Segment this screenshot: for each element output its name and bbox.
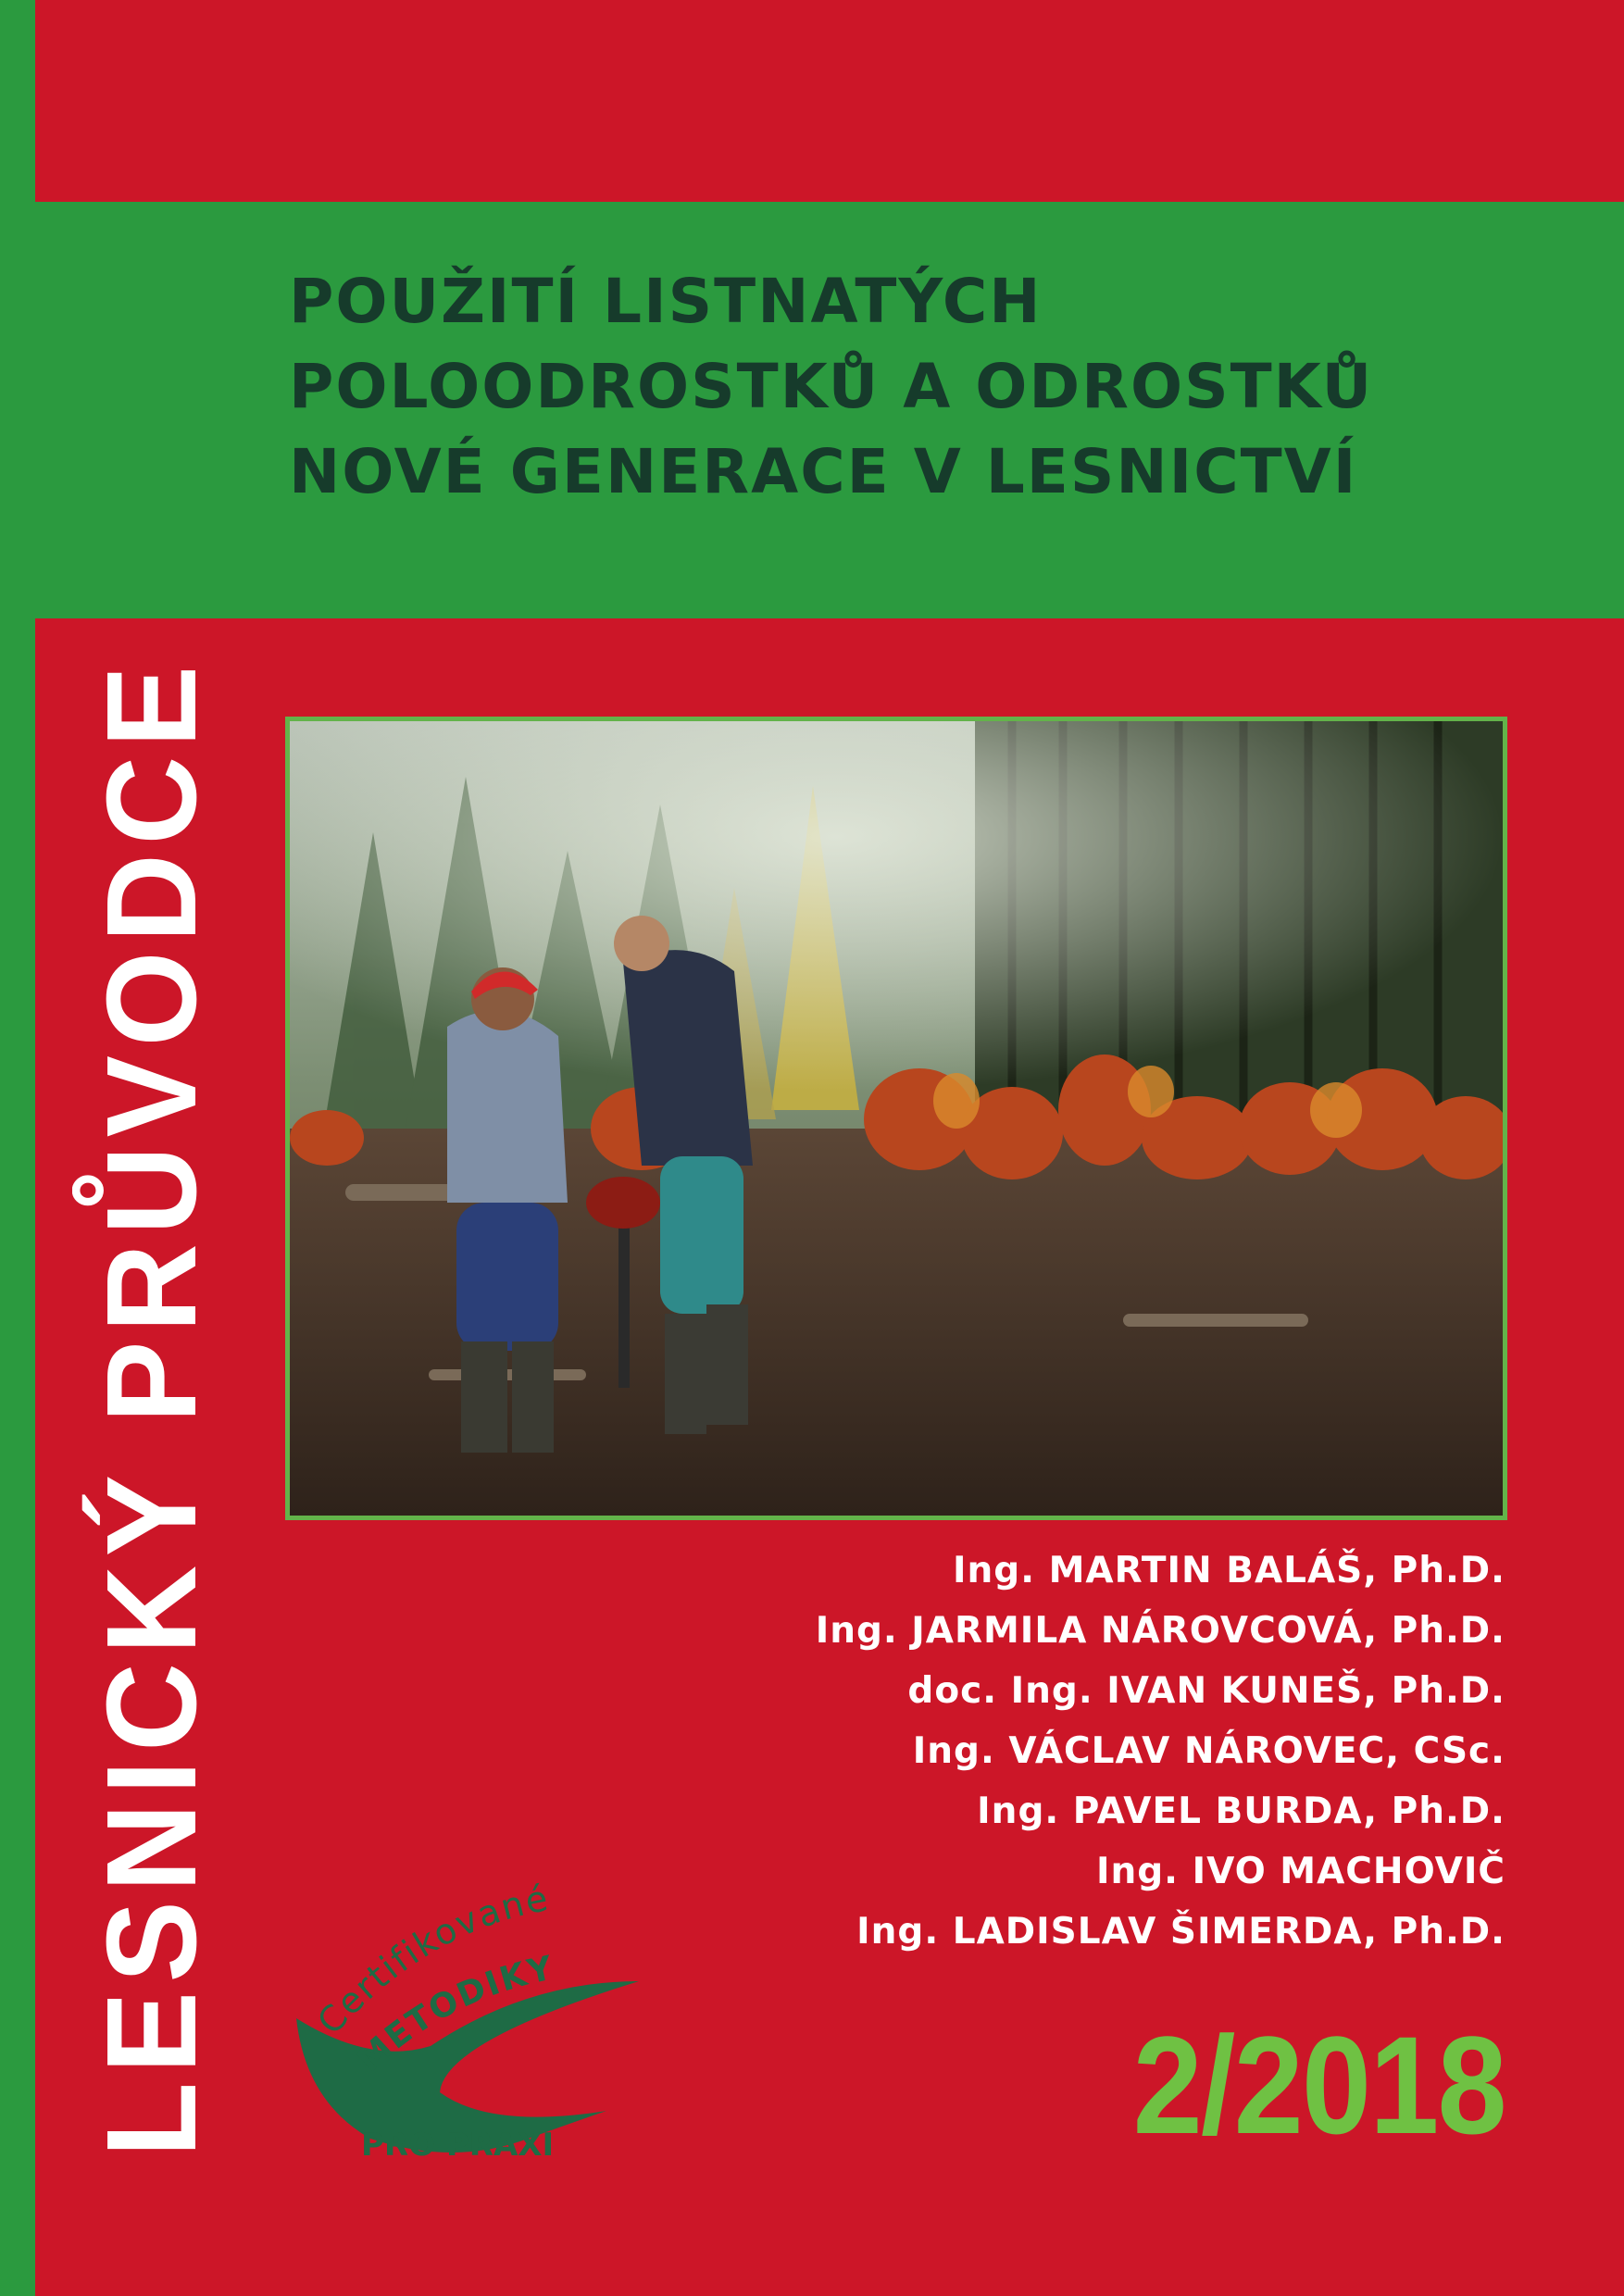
publication-title [289,259,1567,515]
author-6: Ing. IVO MACHOVIČ [1095,1851,1505,1892]
author-4: Ing. VÁCLAV NÁROVEC, CSc. [912,1730,1505,1772]
author-1: Ing. MARTIN BALÁŠ, Ph.D. [953,1550,1505,1591]
author-list [580,1541,1505,1962]
author-3: doc. Ing. IVAN KUNEŠ, Ph.D. [907,1670,1505,1712]
logo-middle-text: METODIKY [350,1949,558,2080]
top-red-band [35,0,1624,202]
logo-bottom-text: PRO PRAXI [361,2127,555,2164]
series-title-wrapper [78,656,226,2157]
certified-methodology-logo [278,1861,685,2166]
forest-planting-photo [290,721,1503,1516]
left-green-strip [0,0,35,2296]
logo-top-text: Certifikované [309,1877,553,2042]
issue-number: 2/2018 [1132,2007,1505,2163]
author-2: Ing. JARMILA NÁROVCOVÁ, Ph.D. [815,1610,1505,1652]
series-title: LESNICKÝ PRŮVODCE [81,656,223,2157]
title-line-2: POLOODROSTKŮ A ODROSTKŮ [289,351,1374,422]
title-line-3: NOVÉ GENERACE V LESNICTVÍ [289,436,1358,507]
cover-photo [285,717,1507,1520]
author-7: Ing. LADISLAV ŠIMERDA, Ph.D. [856,1911,1505,1953]
author-5: Ing. PAVEL BURDA, Ph.D. [977,1791,1505,1832]
title-line-1: POUŽITÍ LISTNATÝCH [289,266,1043,337]
